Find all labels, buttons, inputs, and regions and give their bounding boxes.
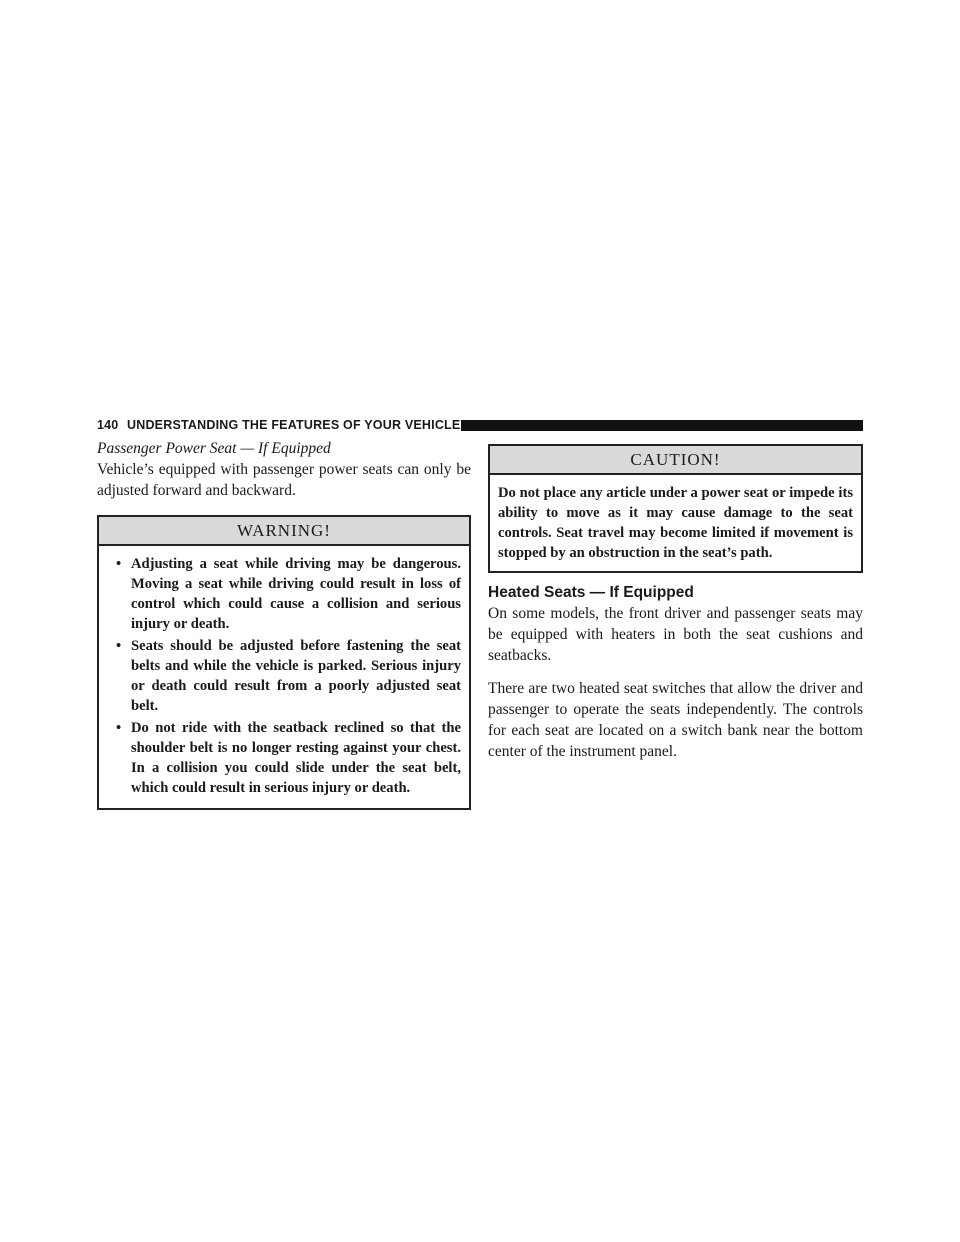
warning-item-text: Seats should be adjusted before fastening the seat belts and while the vehicle is parked. Serious injury or death could result from a poorly adjusted seat belt. [131,638,461,714]
bullet-icon: • [116,720,122,736]
right-column [488,444,863,762]
section-title: UNDERSTANDING THE FEATURES OF YOUR VEHICLE [127,418,461,432]
caution-title: CAUTION! [490,446,861,475]
warning-body [99,546,469,808]
header-rule [461,420,863,431]
warning-item [107,636,461,716]
caution-text: Do not place any article under a power seat or impede its ability to move as it may cause damage to the seat controls. Seat travel may become limited if movement is stopped by an obstruction in the seat’s path. [498,485,853,561]
warning-item-text: Adjusting a seat while driving may be dangerous. Moving a seat while driving could result in loss of control which could cause a collision and serious injury or death. [131,556,461,632]
warning-item [107,718,461,798]
heated-seats-paragraph: There are two heated seat switches that allow the driver and passenger to operate the seats independently. The controls for each seat are located on a switch bank near the bottom center of the instrument panel. [488,680,863,760]
page-number: 140 [97,418,119,432]
warning-item [107,554,461,634]
left-column [97,439,471,810]
warning-item-text: Do not ride with the seatback reclined so that the shoulder belt is no longer resting against your chest. In a collision you could slide under the seat belt, which could result in serious injury or death. [131,720,461,796]
passenger-seat-subheading: Passenger Power Seat — If Equipped [97,440,331,457]
bullet-icon: • [116,556,122,572]
warning-title: WARNING! [99,517,469,546]
heated-seats-paragraph: On some models, the front driver and passenger seats may be equipped with heaters in both the seat cushions and seatbacks. [488,605,863,664]
caution-box [488,444,863,573]
heated-seats-heading: Heated Seats — If Equipped [488,584,694,601]
warning-box [97,515,471,810]
bullet-icon: • [116,638,122,654]
passenger-seat-intro: Vehicle’s equipped with passenger power seats can only be adjusted forward and backward. [97,461,471,499]
page-header [97,417,863,435]
